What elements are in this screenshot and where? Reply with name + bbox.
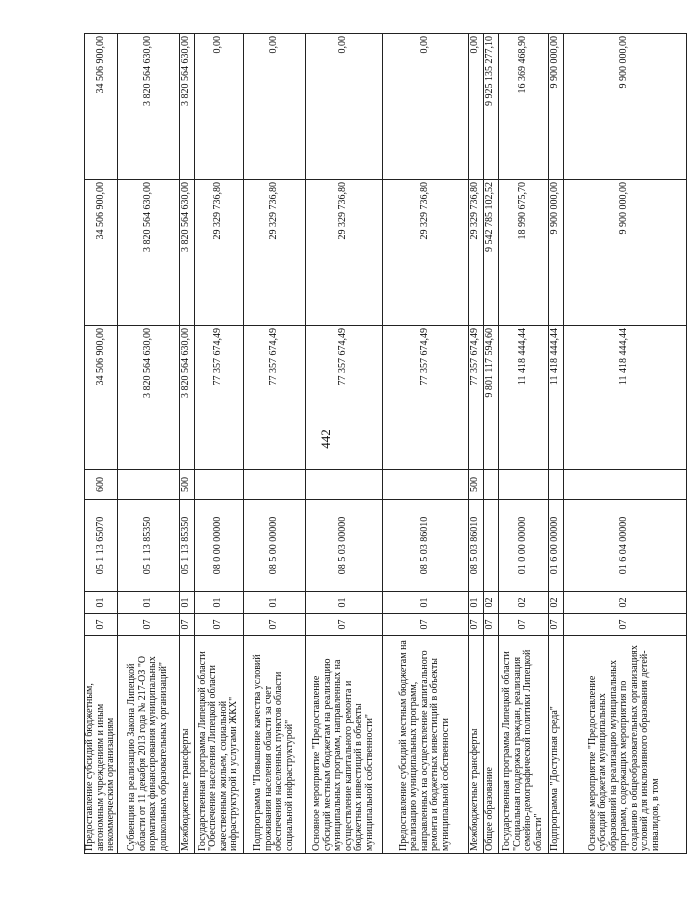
row-target-article-cell: 01 6 00 00000 xyxy=(548,500,563,592)
row-section-code-cell: 02 xyxy=(483,592,498,614)
row-expense-type-cell: 500 xyxy=(179,470,194,500)
row-amount-1-cell: 77 357 674,49 xyxy=(305,326,382,470)
row-ved-code-cell: 07 xyxy=(305,614,382,636)
row-amount-1-cell: 34 506 900,00 xyxy=(85,326,118,470)
row-expense-type-cell: 600 xyxy=(85,470,118,500)
table-row xyxy=(179,34,194,854)
row-name-cell: Государственная программа Липецкой области "Обеспечение населения Липецкой области качественным жильем, социальной инфраструктурой и услугами ЖКХ" xyxy=(194,636,243,854)
row-amount-2-cell: 9 542 785 102,52 xyxy=(483,180,498,326)
row-expense-type-cell xyxy=(563,470,686,500)
row-section-code-cell: 01 xyxy=(243,592,305,614)
row-ved-code-cell: 07 xyxy=(548,614,563,636)
row-amount-3-cell: 0,00 xyxy=(194,34,243,180)
row-amount-3-cell: 0,00 xyxy=(305,34,382,180)
row-amount-3-cell: 0,00 xyxy=(243,34,305,180)
row-amount-3-cell: 16 369 468,90 xyxy=(498,34,548,180)
row-name-cell: Подпрограмма "Повышение качества условий проживания населения области за счет обеспечения населенных пунктов области социальной инфраструктурой" xyxy=(243,636,305,854)
row-name-cell: Межбюджетные трансферты xyxy=(468,636,483,854)
row-expense-type-cell xyxy=(243,470,305,500)
row-amount-3-cell: 9 900 000,00 xyxy=(548,34,563,180)
row-ved-code-cell: 07 xyxy=(179,614,194,636)
row-expense-type-cell xyxy=(305,470,382,500)
row-ved-code-cell: 07 xyxy=(498,614,548,636)
row-amount-1-cell: 77 357 674,49 xyxy=(468,326,483,470)
row-amount-1-cell: 11 418 444,44 xyxy=(498,326,548,470)
row-amount-3-cell: 0,00 xyxy=(382,34,468,180)
row-target-article-cell xyxy=(483,500,498,592)
row-ved-code-cell: 07 xyxy=(117,614,179,636)
row-amount-3-cell: 3 820 564 630,00 xyxy=(117,34,179,180)
row-ved-code-cell: 07 xyxy=(382,614,468,636)
row-name-cell: Подпрограмма "Доступная среда" xyxy=(548,636,563,854)
row-name-cell: Основное мероприятие "Предоставление субсидий местным бюджетам на реализацию муниципальных программ, направленных на осуществление капитального ремонта и бюджетных инвестиций в объекты муниципальной собственности" xyxy=(305,636,382,854)
row-target-article-cell: 08 0 00 00000 xyxy=(194,500,243,592)
table-row xyxy=(468,34,483,854)
row-amount-1-cell: 77 357 674,49 xyxy=(382,326,468,470)
row-expense-type-cell xyxy=(483,470,498,500)
row-amount-2-cell: 3 820 564 630,00 xyxy=(179,180,194,326)
row-amount-3-cell: 9 900 000,00 xyxy=(563,34,686,180)
row-section-code-cell: 01 xyxy=(194,592,243,614)
row-expense-type-cell: 500 xyxy=(468,470,483,500)
row-name-cell: Предоставление субсидий местным бюджетам на реализацию муниципальных программ, направленных на осуществление капитального ремонта и бюджетных инвестиций в объекты муниципальной собственности xyxy=(382,636,468,854)
row-amount-2-cell: 9 900 000,00 xyxy=(548,180,563,326)
table-row xyxy=(483,34,498,854)
row-name-cell: Общее образование xyxy=(483,636,498,854)
row-name-cell: Государственная программа Липецкой области "Социальная поддержка граждан, реализация семейно-демографической политики Липецкой области" xyxy=(498,636,548,854)
row-name-cell: Основное мероприятие "Предоставление субсидий бюджетам муниципальных образований на реализацию муниципальных программ, содержащих мероприятия по созданию в общеобразовательных организациях условий для инклюзивного образования детей-инвалидов, в том xyxy=(563,636,686,854)
row-amount-2-cell: 29 329 736,80 xyxy=(194,180,243,326)
row-amount-3-cell: 9 925 135 277,10 xyxy=(483,34,498,180)
row-target-article-cell: 05 1 13 85350 xyxy=(179,500,194,592)
row-amount-1-cell: 3 820 564 630,00 xyxy=(179,326,194,470)
row-ved-code-cell: 07 xyxy=(85,614,118,636)
table-row xyxy=(498,34,548,854)
row-amount-1-cell: 11 418 444,44 xyxy=(548,326,563,470)
row-target-article-cell: 08 5 03 86010 xyxy=(382,500,468,592)
row-amount-3-cell: 34 506 900,00 xyxy=(85,34,118,180)
row-target-article-cell: 05 1 13 85350 xyxy=(117,500,179,592)
row-amount-2-cell: 18 990 675,70 xyxy=(498,180,548,326)
budget-table-rotated xyxy=(84,34,661,854)
row-expense-type-cell xyxy=(194,470,243,500)
row-target-article-cell: 01 0 00 00000 xyxy=(498,500,548,592)
row-section-code-cell: 02 xyxy=(498,592,548,614)
row-amount-2-cell: 29 329 736,80 xyxy=(305,180,382,326)
row-ved-code-cell: 07 xyxy=(194,614,243,636)
table-row xyxy=(548,34,563,854)
row-name-cell: Предоставление субсидий бюджетным, автономным учреждениям и иным некоммерческим организациям xyxy=(85,636,118,854)
row-expense-type-cell xyxy=(498,470,548,500)
row-ved-code-cell: 07 xyxy=(468,614,483,636)
row-amount-2-cell: 29 329 736,80 xyxy=(243,180,305,326)
row-expense-type-cell xyxy=(117,470,179,500)
row-section-code-cell: 02 xyxy=(563,592,686,614)
row-section-code-cell: 02 xyxy=(548,592,563,614)
row-amount-3-cell: 0,00 xyxy=(468,34,483,180)
row-expense-type-cell xyxy=(382,470,468,500)
row-target-article-cell: 01 6 04 00000 xyxy=(563,500,686,592)
row-target-article-cell: 05 1 13 65070 xyxy=(85,500,118,592)
row-section-code-cell: 01 xyxy=(468,592,483,614)
row-section-code-cell: 01 xyxy=(305,592,382,614)
row-amount-2-cell: 34 506 900,00 xyxy=(85,180,118,326)
row-target-article-cell: 08 5 00 00000 xyxy=(243,500,305,592)
table-row xyxy=(563,34,686,854)
row-expense-type-cell xyxy=(548,470,563,500)
row-ved-code-cell: 07 xyxy=(243,614,305,636)
row-amount-2-cell: 29 329 736,80 xyxy=(382,180,468,326)
row-section-code-cell: 01 xyxy=(179,592,194,614)
table-row xyxy=(382,34,468,854)
table-row xyxy=(305,34,382,854)
budget-table xyxy=(84,33,687,854)
row-amount-2-cell: 3 820 564 630,00 xyxy=(117,180,179,326)
row-amount-1-cell: 3 820 564 630,00 xyxy=(117,326,179,470)
row-target-article-cell: 08 5 03 86010 xyxy=(468,500,483,592)
row-section-code-cell: 01 xyxy=(117,592,179,614)
row-amount-1-cell: 77 357 674,49 xyxy=(194,326,243,470)
row-section-code-cell: 01 xyxy=(85,592,118,614)
row-amount-1-cell: 11 418 444,44 xyxy=(563,326,686,470)
row-ved-code-cell: 07 xyxy=(563,614,686,636)
table-row xyxy=(85,34,118,854)
page-number: 442 xyxy=(318,429,333,449)
table-row xyxy=(117,34,179,854)
row-ved-code-cell: 07 xyxy=(483,614,498,636)
budget-table-body xyxy=(85,34,687,854)
row-name-cell: Межбюджетные трансферты xyxy=(179,636,194,854)
table-row xyxy=(243,34,305,854)
row-amount-1-cell: 9 801 117 594,60 xyxy=(483,326,498,470)
row-amount-2-cell: 9 900 000,00 xyxy=(563,180,686,326)
row-amount-2-cell: 29 329 736,80 xyxy=(468,180,483,326)
row-target-article-cell: 08 5 03 00000 xyxy=(305,500,382,592)
row-amount-1-cell: 77 357 674,49 xyxy=(243,326,305,470)
row-name-cell: Субвенция на реализацию Закона Липецкой области от 11 декабря 2013 года № 217-ОЗ "О нормативах финансирования муниципальных дошкольных образовательных организаций" xyxy=(117,636,179,854)
row-amount-3-cell: 3 820 564 630,00 xyxy=(179,34,194,180)
table-row xyxy=(194,34,243,854)
row-section-code-cell: 01 xyxy=(382,592,468,614)
